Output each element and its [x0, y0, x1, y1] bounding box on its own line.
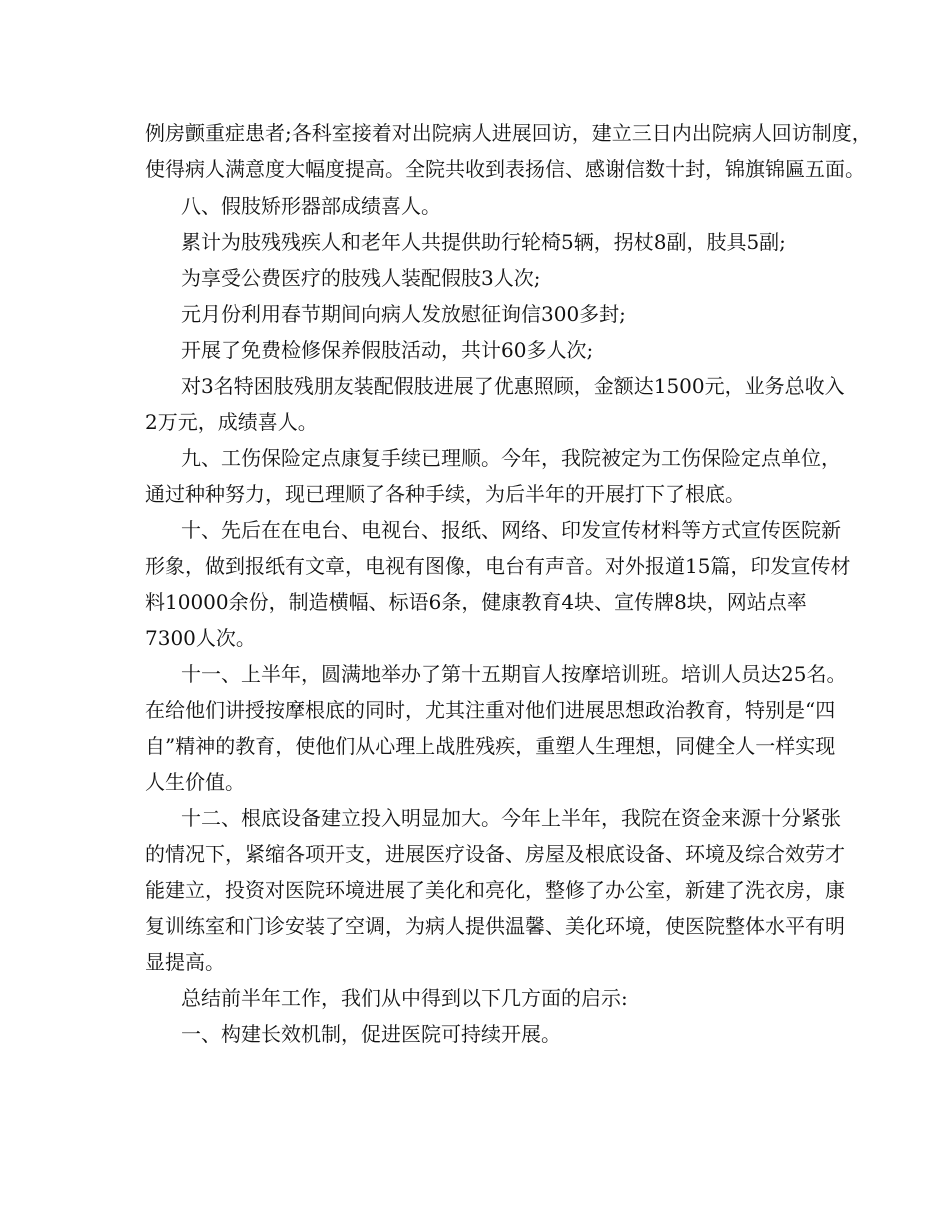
text-line: 元月份利用春节期间向病人发放慰征询信300多封; — [181, 302, 626, 326]
section-heading: 九、工伤保险定点康复手续已理顺。今年，我院被定为工伤保险定点单位， — [181, 446, 841, 470]
text-line: 开展了免费检修保养假肢活动，共计60多人次; — [181, 338, 594, 362]
text-line: 例房颤重症患者;各科室接着对出院病人进展回访，建立三日内出院病人回访制度， — [145, 121, 872, 145]
text-line: 使得病人满意度大幅度提高。全院共收到表扬信、感谢信数十封，锦旗锦匾五面。 — [145, 157, 865, 181]
text-line: 显提高。 — [145, 950, 225, 974]
text-line: 的情况下，紧缩各项开支，进展医疗设备、房屋及根底设备、环境及综合效劳才 — [145, 842, 845, 866]
text-line: 7300人次。 — [145, 626, 256, 650]
text-line: 料10000余份，制造横幅、标语6条，健康教育4块、宣传牌8块，网站点率 — [145, 590, 807, 614]
text-line: 形象，做到报纸有文章，电视有图像，电台有声音。对外报道15篇，印发宣传材 — [145, 554, 851, 578]
section-heading: 十、先后在在电台、电视台、报纸、网络、印发宣传材料等方式宣传医院新 — [181, 518, 841, 542]
text-line: 能建立，投资对医院环境进展了美化和亮化，整修了办公室，新建了洗衣房，康 — [145, 878, 845, 902]
section-heading: 十二、根底设备建立投入明显加大。今年上半年，我院在资金来源十分紧张 — [181, 806, 841, 830]
text-line: 自”精神的教育，使他们从心理上战胜残疾，重塑人生理想，同健全人一样实现 — [145, 734, 836, 758]
text-line: 为享受公费医疗的肢残人装配假肢3人次; — [181, 266, 541, 290]
section-heading: 八、假肢矫形器部成绩喜人。 — [181, 194, 441, 218]
text-line: 人生价值。 — [145, 770, 245, 794]
text-line: 对3名特困肢残朋友装配假肢进展了优惠照顾，金额达1500元，业务总收入 — [181, 374, 845, 398]
text-line: 累计为肢残残疾人和老年人共提供助行轮椅5辆，拐杖8副，肢具5副; — [181, 230, 786, 254]
text-line: 2万元，成绩喜人。 — [145, 410, 318, 434]
text-line: 复训练室和门诊安装了空调，为病人提供温馨、美化环境，使医院整体水平有明 — [145, 914, 845, 938]
text-line: 总结前半年工作，我们从中得到以下几方面的启示: — [181, 986, 628, 1010]
text-line: 通过种种努力，现已理顺了各种手续，为后半年的开展打下了根底。 — [145, 482, 745, 506]
text-line: 在给他们讲授按摩根底的同时，尤其注重对他们进展思想政治教育，特别是“四 — [145, 698, 836, 722]
section-heading: 十一、上半年，圆满地举办了第十五期盲人按摩培训班。培训人员达25名。 — [181, 662, 847, 686]
section-heading: 一、构建长效机制，促进医院可持续开展。 — [181, 1022, 561, 1046]
